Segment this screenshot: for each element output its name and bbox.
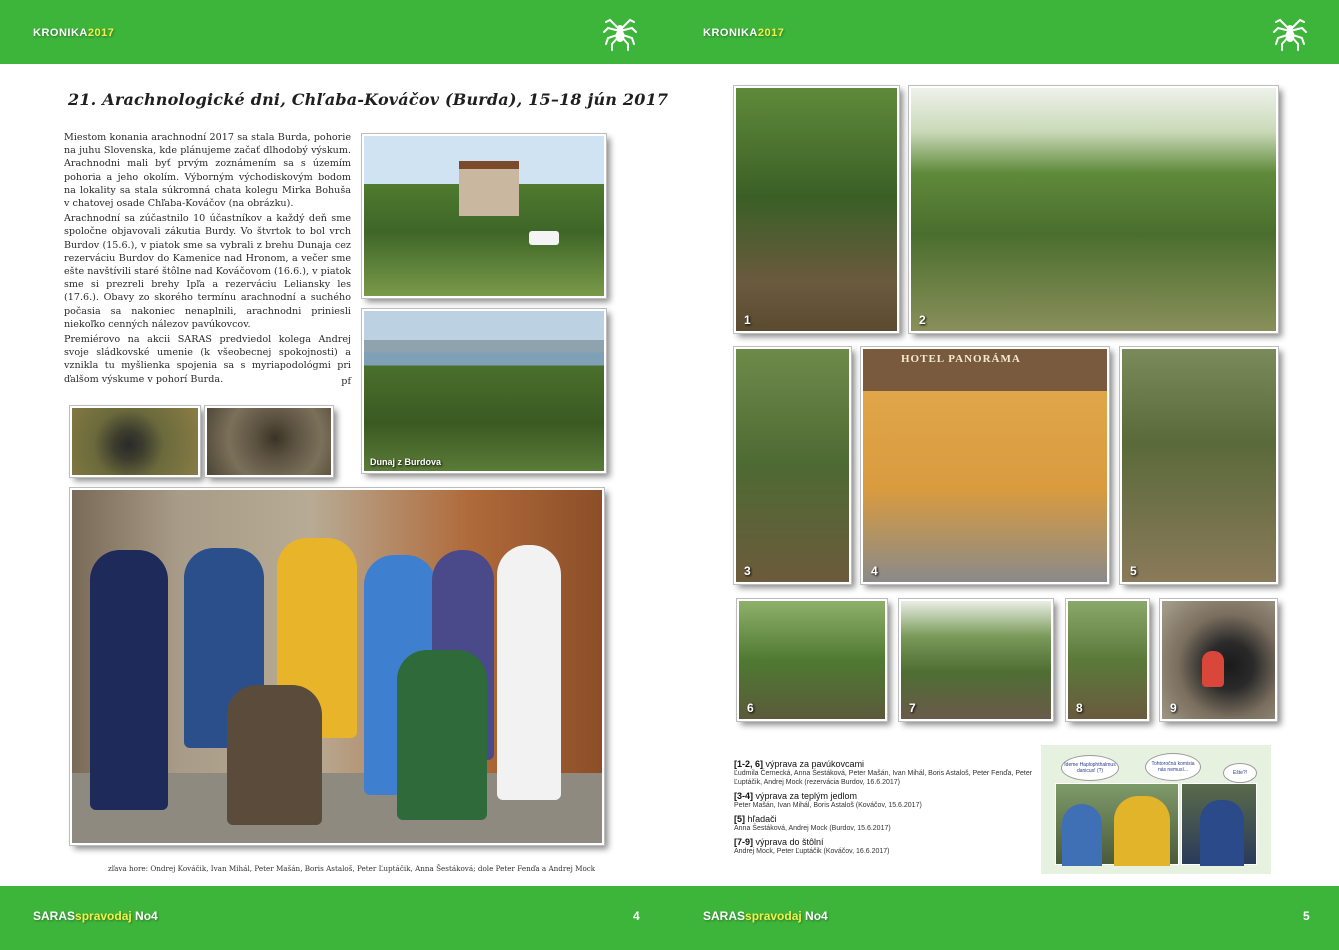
footer-saras-left: SARASspravodaj No4: [33, 909, 158, 923]
person-shape: [90, 550, 168, 810]
photo-number: 6: [747, 701, 754, 715]
spider-logo-icon: [1270, 12, 1310, 52]
cartoon-panel: [1041, 745, 1271, 874]
footer-saras-right: SARASspravodaj No4: [703, 909, 828, 923]
photo-3: [734, 347, 851, 584]
photo-number: 4: [871, 564, 878, 578]
photo-number: 2: [919, 313, 926, 327]
legend-names: Anna Šestáková, Andrej Mock (Burdov, 15.6.2017): [734, 825, 891, 832]
person-shape: [227, 685, 322, 825]
photo-2: [909, 86, 1278, 333]
legend-heading: [7-9] výprava do štôlní: [734, 837, 824, 847]
photo-number: 5: [1130, 564, 1137, 578]
photo-label: Dunaj z Burdova: [370, 457, 442, 467]
spider-logo-icon: [600, 12, 640, 52]
photo-4: [861, 347, 1109, 584]
person-shape: [1200, 800, 1244, 866]
page-number-right: 5: [1303, 909, 1310, 923]
legend-names: Peter Mašán, Ivan Mihál, Boris Astaloš (Kováčov, 15.6.2017): [734, 802, 922, 809]
photo-number: 3: [744, 564, 751, 578]
car-shape: [529, 231, 559, 245]
speech-bubble: Tohtoročná komisia nás nemusí...: [1145, 753, 1201, 781]
photo-9: [1160, 599, 1277, 721]
paragraph: Miestom konania arachnodní 2017 sa stala Burda, pohorie na juhu Slovenska, kde plánujeme začať dlhodobý výskum. Arachnodni mali byť prvým zoznámením sa s územím pohoria a jeho okolím. Výborným východiskovým bodom na lokality sa stala súkromná chata kolegu Mirka Bohuša v chatovej osade Chľaba-Kováčov (na obrázku).: [64, 132, 351, 210]
legend-heading: [5] hľadači: [734, 814, 777, 824]
legend-heading: [3-4] výprava za teplým jedlom: [734, 791, 858, 801]
cartoon-photo: [1181, 783, 1257, 865]
cartoon-photo: [1055, 783, 1179, 865]
legend-heading: [1-2, 6] výprava za pavúkovcami: [734, 759, 865, 769]
photo-spider-2: [205, 406, 333, 477]
header-kronika-right: KRONIKA2017: [703, 27, 785, 39]
photo-dunaj: [362, 309, 606, 473]
person-shape: [497, 545, 561, 800]
paragraph: Arachnodní sa zúčastnilo 10 účastníkov a každý deň sme spoločne objavovali zákutia Burdy. Vo štvrtok to bol vrch Burdov (15.6.), v piatok sme sa vybrali z brehu Dunaja cez rezerváciu Burdov do Kamenice nad Hronom, a večer sme ešte navštívili staré štôlne nad Kováčovom (16.6.), v piatok sme si prezreli brehy Ipľa a rezerváciu Leliansky les (17.6.). Obavy zo skorého termínu arachnodní a suchého počasia sa nakoniec nenaplnili, arachnodni priniesli niekoľko cenných nálezov pavúkovcov.: [64, 213, 351, 330]
photo-number: 7: [909, 701, 916, 715]
photo-6: [737, 599, 887, 721]
legend-names: Andrej Mock, Peter Ľuptáčik (Kováčov, 16.6.2017): [734, 848, 890, 855]
photo-number: 9: [1170, 701, 1177, 715]
hotel-sign: HOTEL PANORÁMA: [901, 353, 1021, 365]
page-number-left: 4: [633, 909, 640, 923]
photo-1: [734, 86, 899, 333]
paragraph: Premiérovo na akcii SARAS predviedol kolega Andrej svoje sládkovské umenie (k všeobecnej spokojnosti) a vznikla tu myšlienka spojenia sa s myriapodológmi pri ďalšom výskume v pohorí Burda.: [64, 334, 351, 385]
footer-band: [0, 886, 1339, 950]
person-shape: [1062, 804, 1102, 866]
header-kronika-left: KRONIKA2017: [33, 27, 115, 39]
speech-bubble: Ideme Haplophthalmus danicus! (?): [1061, 755, 1119, 781]
photo-number: 1: [744, 313, 751, 327]
person-shape: [397, 650, 487, 820]
photo-spider-1: [70, 406, 200, 477]
person-shape: [1202, 651, 1224, 687]
article-title: 21. Arachnologické dni, Chľaba-Kováčov (Burda), 15–18 jún 2017: [68, 90, 669, 109]
photo-5: [1120, 347, 1278, 584]
photo-group: [70, 488, 604, 845]
signature: pf: [341, 375, 351, 387]
photo-7: [899, 599, 1053, 721]
article-body: [64, 131, 351, 388]
header-band: [0, 0, 1339, 64]
speech-bubble: Ešte?!: [1223, 763, 1257, 783]
legend-names: Ľudmila Černecká, Anna Šestáková, Peter Mašán, Ivan Mihál, Boris Astaloš, Peter Fenďa, Peter Ľuptáčik, Andrej Mock (rezervácia Burdov, 16.6.2017): [734, 770, 1033, 786]
gallery-legend: [734, 759, 1034, 856]
photo-8: [1066, 599, 1149, 721]
group-caption: zľava hore: Ondrej Kováčik, Ivan Mihál, Peter Mašán, Boris Astaloš, Peter Ľuptáčik, Anna Šestáková; dole Peter Fenďa a Andrej Mock: [108, 864, 596, 873]
photo-chata: [362, 134, 606, 298]
photo-number: 8: [1076, 701, 1083, 715]
person-shape: [1114, 796, 1170, 866]
house-shape: [459, 161, 519, 216]
